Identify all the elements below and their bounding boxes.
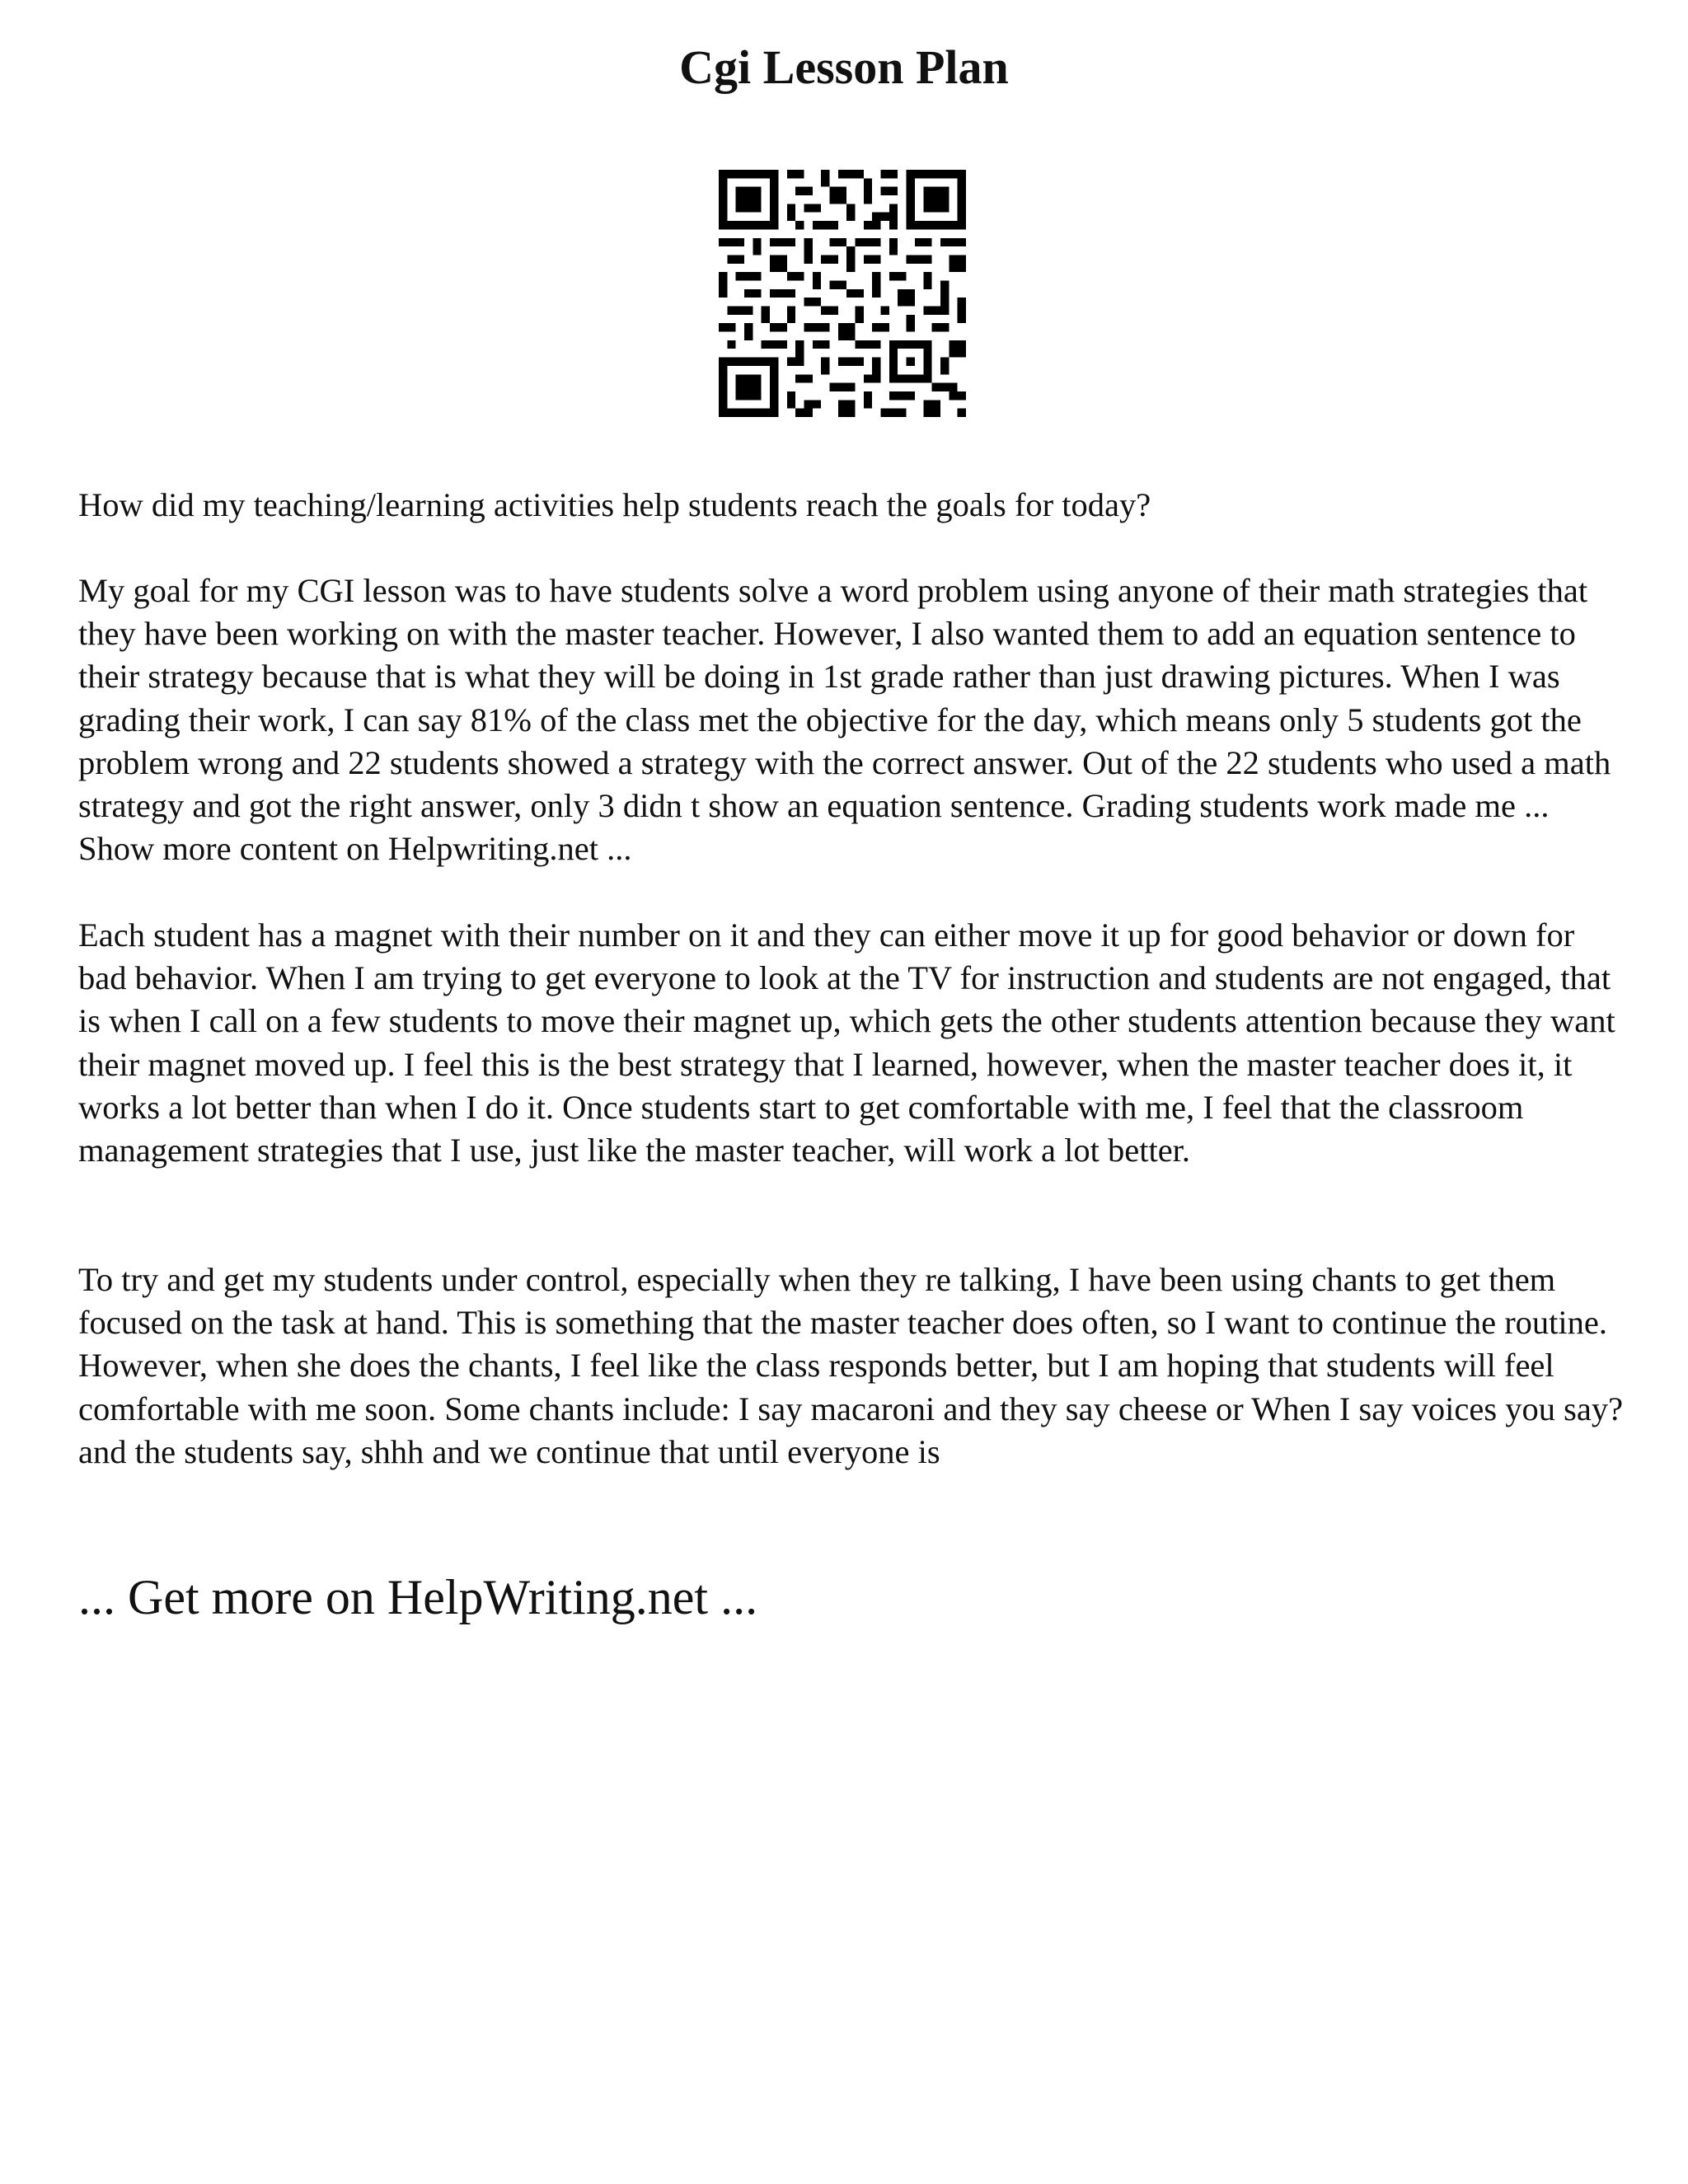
paragraph-magnet-strategy: Each student has a magnet with their number on it and they can either move it up for good behavior or down for bad behavior. When I am trying to get everyone to look at the TV for instruction and students are not engaged, that is when I call on a few students to move their magnet up, which gets the other students attention because they want their magnet moved up. I feel this is the best strategy that I learned, however, when the master teacher does it, it works a lot better than when I do it. Once students start to get comfortable with me, I feel that the classroom management strategies that I use, just like the master teacher, will work a lot better.: [78, 916, 1615, 1169]
get-more-link[interactable]: ... Get more on HelpWriting.net ...: [78, 1570, 758, 1624]
document-title: Cgi Lesson Plan: [679, 40, 1009, 94]
paragraph-goal: My goal for my CGI lesson was to have students solve a word problem using anyone of their math strategies that they have been working on with the master teacher. However, I also wanted them to add an equation sentence to their strategy because that is what they will be doing in 1st grade rather than just drawing pictures. When I was grading their work, I can say 81% of the class met the objective for the day, which means only 5 students got the problem wrong and 22 students showed a strategy with the correct answer. Out of the 22 students who used a math strategy and got the right answer, only 3 didn t show an equation sentence. Grading students work made me ... Show more content on Helpwriting.net ...: [78, 572, 1611, 868]
qr-code-icon[interactable]: [719, 170, 966, 417]
reflection-question: How did my teaching/learning activities help students reach the goals for today?: [78, 486, 1151, 523]
paragraph-chants: To try and get my students under control, especially when they re talking, I have been using chants to get them focused on the task at hand. This is something that the master teacher does often, so I want to continue the routine. However, when she does the chants, I feel like the class responds better, but I am hoping that students will feel comfortable with me soon. Some chants include: I say macaroni and they say cheese or When I say voices you say? and the students say, shhh and we continue that until everyone is: [78, 1261, 1624, 1470]
